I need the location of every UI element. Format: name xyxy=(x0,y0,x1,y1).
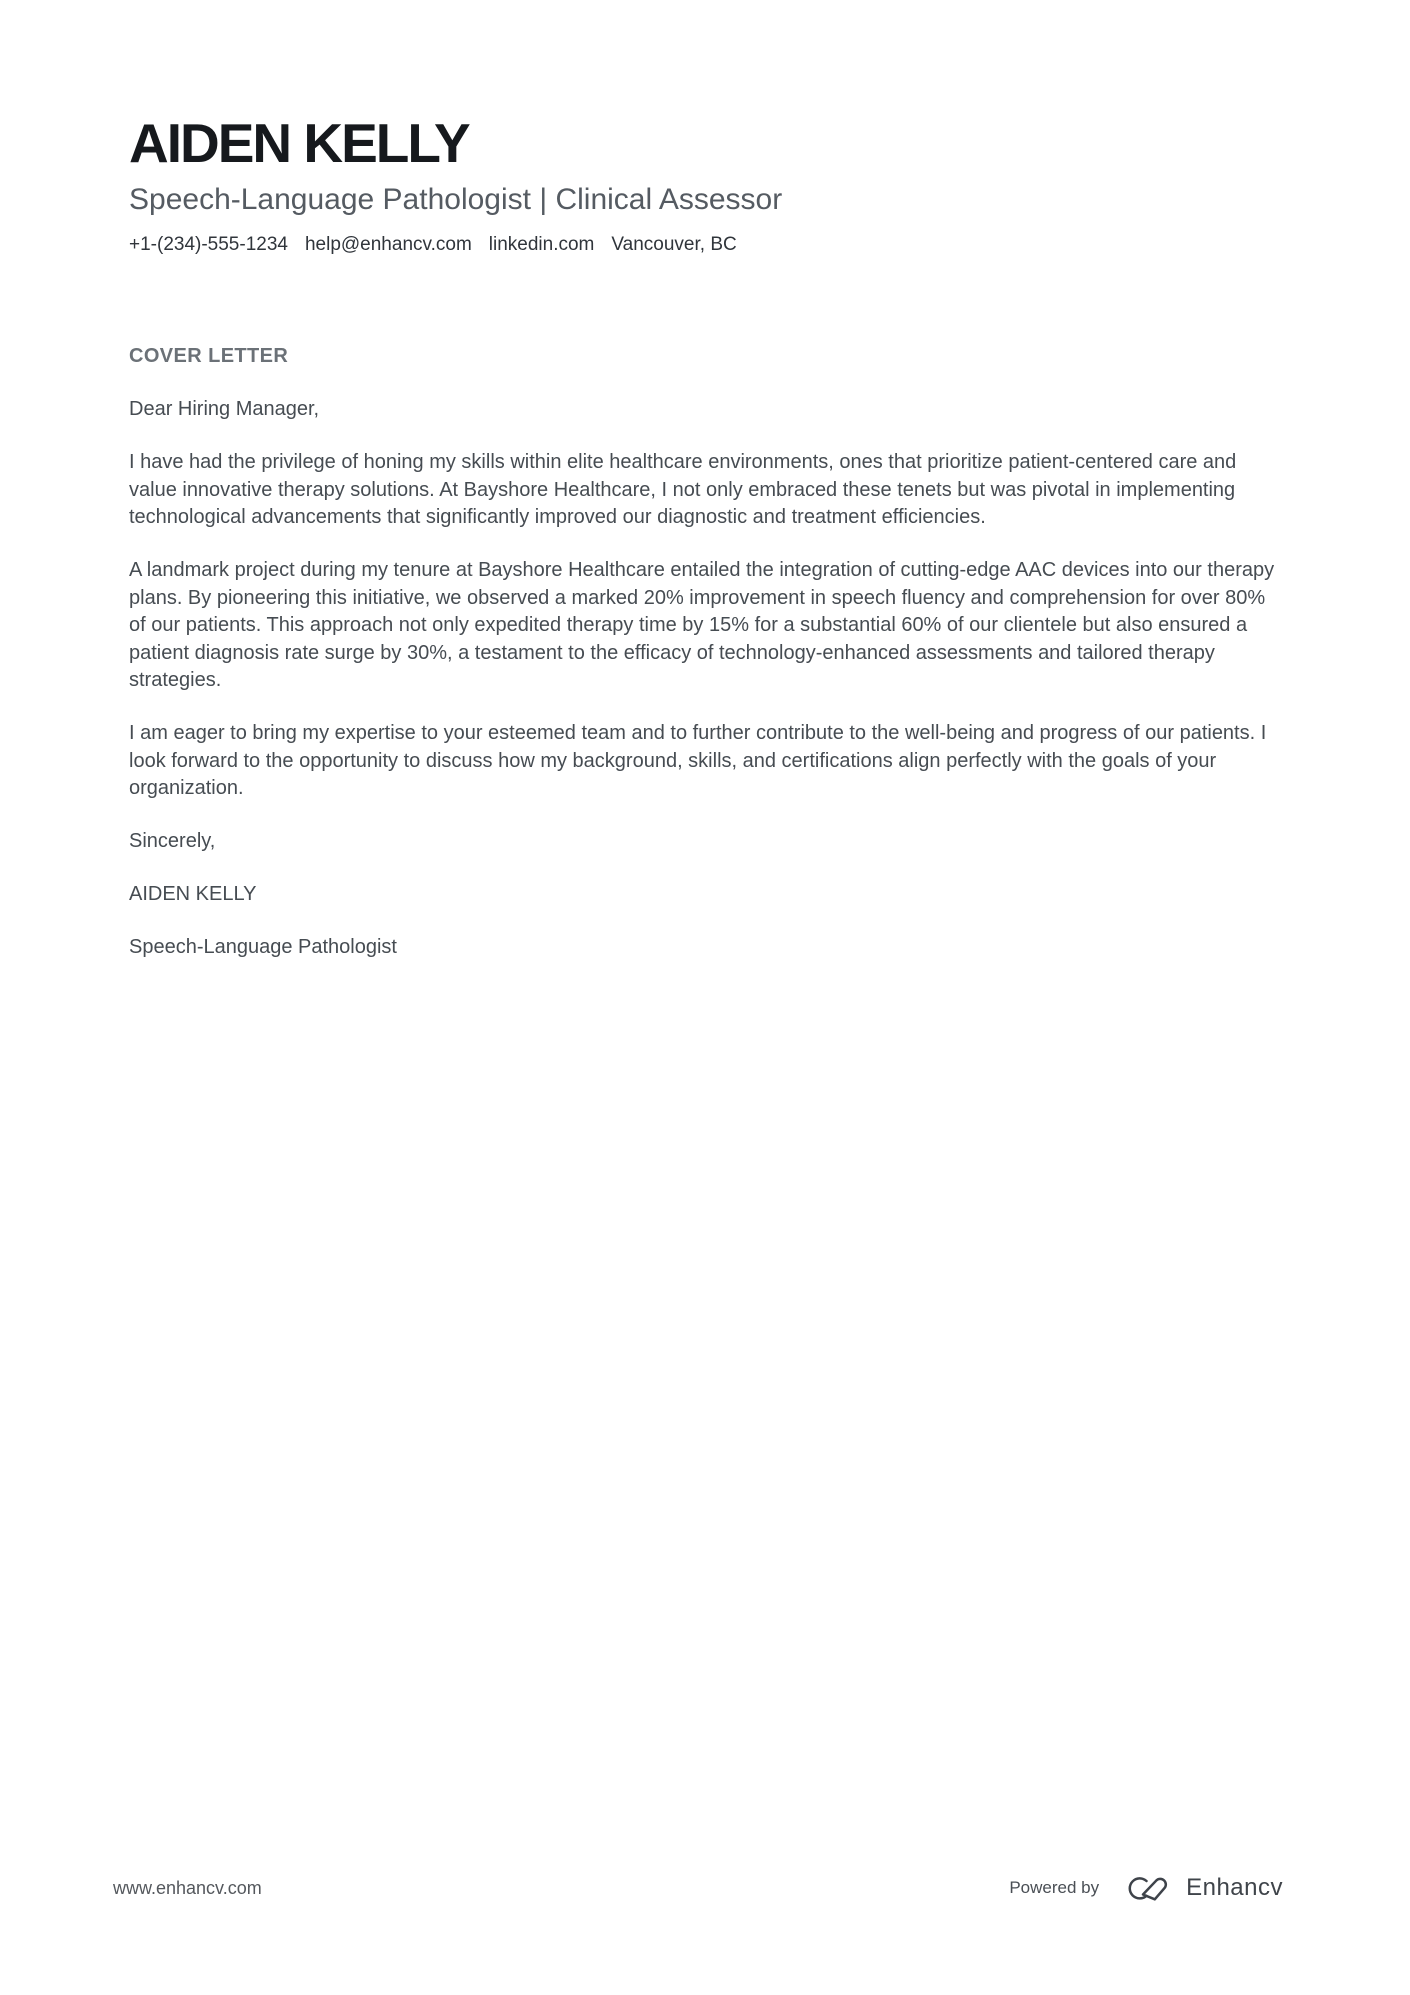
section-heading-cover-letter: COVER LETTER xyxy=(129,345,289,367)
closing: Sincerely, xyxy=(129,830,216,852)
page-footer xyxy=(113,1874,1283,1902)
contact-email[interactable]: help@enhancv.com xyxy=(304,234,472,255)
candidate-title: Speech-Language Pathologist | Clinical Assessor xyxy=(129,183,783,216)
contact-linkedin[interactable]: linkedin.com xyxy=(488,234,595,255)
signature-title: Speech-Language Pathologist xyxy=(129,936,397,958)
letter-paragraph-1: I have had the privilege of honing my skills within elite healthcare environments, ones that prioritize patient-centered care and value innovative therapy solutions. At Bayshore Healthcare, I not only embraced these tenets but was pivotal in implementing technological advancements that significantly improved our diagnostic and treatment efficiencies. xyxy=(129,451,1237,528)
powered-by-label: Powered by xyxy=(1009,1878,1100,1897)
enhancv-logo-icon xyxy=(1128,1875,1174,1901)
contact-location: Vancouver, BC xyxy=(611,234,737,255)
letter-paragraph-2: A landmark project during my tenure at Bayshore Healthcare entailed the integration of cutting-edge AAC devices into our therapy plans. By pioneering this initiative, we observed a marked 20% improvement in speech fluency and comprehension for over 80% of our patients. This approach not only expedited therapy time by 15% for a substantial 60% of our clientele but also ensured a patient diagnosis rate surge by 30%, a testament to the efficacy of technology-enhanced assessments and tailored therapy strategies. xyxy=(129,559,1275,691)
powered-by-brand[interactable] xyxy=(1009,1874,1283,1902)
contact-phone: +1-(234)-555-1234 xyxy=(129,234,288,255)
enhancv-wordmark: Enhancv xyxy=(1186,1874,1283,1901)
contact-row xyxy=(129,232,1285,258)
document-header xyxy=(129,112,1285,258)
footer-website-link[interactable]: www.enhancv.com xyxy=(113,1878,262,1898)
salutation: Dear Hiring Manager, xyxy=(129,398,320,420)
signature-name: AIDEN KELLY xyxy=(129,883,257,905)
letter-body xyxy=(129,342,1285,962)
cover-letter-document xyxy=(129,112,1285,962)
letter-paragraph-3: I am eager to bring my expertise to your esteemed team and to further contribute to the well-being and progress of our patients. I look forward to the opportunity to discuss how my background, skills, and certifications align perfectly with the goals of your organization. xyxy=(129,722,1267,799)
candidate-name: AIDEN KELLY xyxy=(129,112,469,174)
